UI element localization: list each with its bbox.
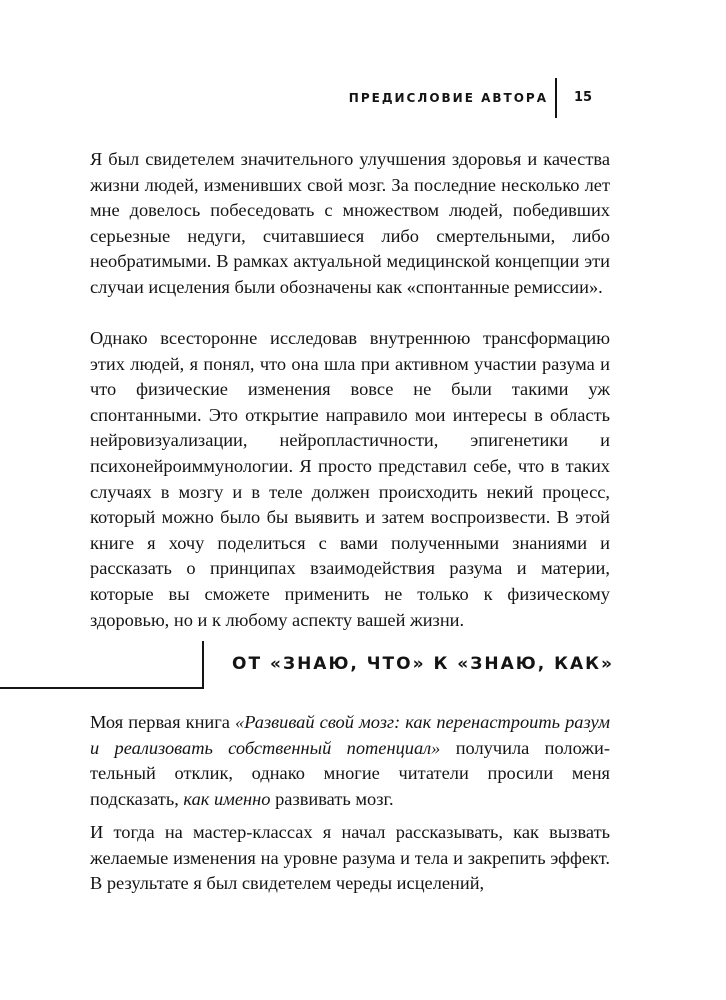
emphasis-how-exactly: как именно [183,788,271,809]
paragraph-3-text-b: получила положительный отклик, однако многие читатели просили меня подсказать, [90,737,610,809]
paragraph-2: Однако всесторонне исследовав внутреннюю трансформацию этих людей, я понял, что она шла при активном участии разума и что физические изменения вовсе не были такими уж спонтанными. Это открытие направило мои интересы в область нейровизуализации, нейропластичности, эпигенетики и психонейроиммунологии. Я просто представил себе, что в таких случаях в мозгу и в теле должен происходить некий процесс, который можно было бы выявить и затем воспроизвести. В этой книге я хочу поделиться с вами полученными знаниями и рассказать о принципах взаимодействия разума и материи, которые вы сможете применить не только к физическому здоровью, но и к любому аспекту вашей жизни. [90,328,610,630]
heading-divider [202,641,204,689]
running-header-title: ПРЕДИСЛОВИЕ АВТОРА [348,91,548,105]
paragraph-4: И тогда на мастер-классах я начал рассказывать, как вызвать желаемые изменения на уровне разума и тела и закрепить эффект. В результате я был свидетелем череды исцелений, [90,822,610,894]
paragraph-3-text-c: развивать мозг. [270,788,394,809]
paragraph-3 [90,710,610,812]
paragraph-1: Я был свидетелем значительного улучшения здоровья и качества жизни людей, изменивших свой мозг. За последние несколько лет мне довелось побеседовать с множеством людей, победивших серьезные недуги, считавшиеся либо смертельными, либо необратимыми. В рамках актуальной медицинской концепции эти случаи исцеления были обозначены как «спонтанные ремиссии». [90,149,610,297]
paragraph-3-text-a: Моя первая книга [90,712,236,732]
running-header [0,78,726,118]
book-title: «Развивай свой мозг: как перенастроить разум и реализовать собственный потенциал» [90,712,610,758]
heading-underline [0,687,204,689]
header-divider [555,78,557,118]
page-number: 15 [574,90,593,105]
section-heading-block [0,641,726,689]
section-heading: ОТ «ЗНАЮ, ЧТО» К «ЗНАЮ, КАК» [232,654,614,674]
